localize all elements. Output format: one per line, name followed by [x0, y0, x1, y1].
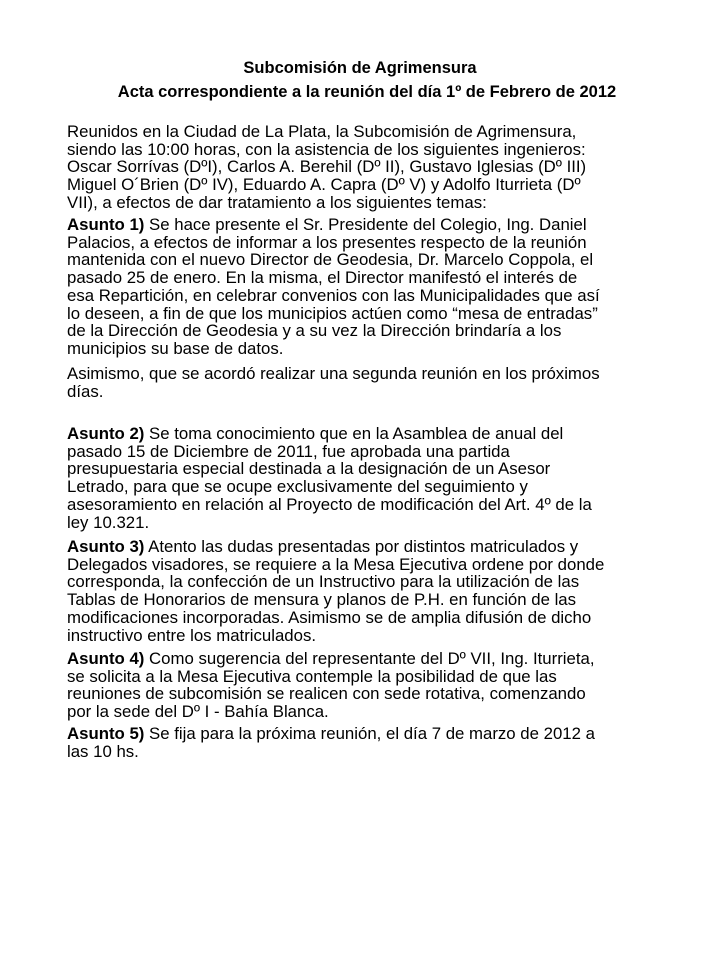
- asunto-1-continuation: [67, 365, 667, 400]
- asunto-1-line: Palacios, a efectos de informar a los presentes respecto de la reunión: [67, 232, 587, 252]
- asunto-1-line: lo deseen, a fin de que los municipios actúen como “mesa de entradas”: [67, 303, 598, 323]
- asunto-3-line: Delegados visadores, se requiere a la Mesa Ejecutiva ordene por donde: [67, 554, 605, 574]
- asunto-4-line: se solicita a la Mesa Ejecutiva contemple la posibilidad de que las: [67, 666, 557, 686]
- asunto-4-paragraph: [67, 650, 667, 721]
- intro-line: Reunidos en la Ciudad de La Plata, la Subcomisión de Agrimensura,: [67, 122, 577, 141]
- asunto-3-line: corresponda, la confección de un Instructivo para la utilización de las: [67, 572, 580, 592]
- intro-line: Miguel O´Brien (Dº IV), Eduardo A. Capra (Dº V) y Adolfo Iturrieta (Dº: [67, 175, 581, 195]
- asunto-4-line: por la sede del Dº I - Bahía Blanca.: [67, 702, 329, 722]
- asunto-3-first-line: [67, 538, 667, 556]
- asunto-5-text: Se fija para la próxima reunión, el día 7 de marzo de 2012 a: [144, 724, 595, 743]
- asunto-2-line: asesoramiento en relación al Proyecto de modificación del Art. 4º de la: [67, 494, 592, 514]
- asunto-5-first-line: [67, 725, 667, 743]
- asunto-2-line: Letrado, para que se ocupe exclusivamente del seguimiento y: [67, 477, 528, 497]
- asunto-2-paragraph: [67, 425, 667, 531]
- asunto-2-line: pasado 15 de Diciembre de 2011, fue aprobada una partida: [67, 441, 510, 461]
- asunto-4-first-line: [67, 650, 667, 668]
- asunto-3-text: Atento las dudas presentadas por distintos matriculados y: [144, 537, 579, 556]
- asunto-2-label: Asunto 2): [67, 424, 145, 443]
- asunto-5-paragraph: [67, 725, 667, 760]
- asunto-2-text: Se toma conocimiento que en la Asamblea de anual del: [144, 424, 564, 443]
- asunto-3-line: Tablas de Honorarios de mensura y planos de P.H. en función de las: [67, 590, 577, 610]
- asunto-4-line: reuniones de subcomisión se realicen con sede rotativa, comenzando: [67, 684, 586, 704]
- intro-line: VII), a efectos de dar tratamiento a los siguientes temas:: [67, 192, 487, 212]
- asunto-1-paragraph: [67, 216, 667, 358]
- asunto-5-line: las 10 hs.: [67, 741, 139, 761]
- intro-line: Oscar Sorrívas (DºI), Carlos A. Berehil (Dº II), Gustavo Iglesias (Dº III): [67, 157, 587, 177]
- asunto-4-text: Como sugerencia del representante del Dº VII, Ing. Iturrieta,: [144, 649, 595, 668]
- asunto-1-line: de la Dirección de Geodesia y a su vez la Dirección brindaría a los: [67, 321, 562, 341]
- intro-paragraph: [67, 123, 667, 212]
- asunto-1-line: municipios su base de datos.: [67, 338, 284, 358]
- asunto-1-label: Asunto 1): [67, 215, 145, 234]
- asunto-2-first-line: [67, 425, 667, 443]
- asunto-2-line: ley 10.321.: [67, 512, 150, 532]
- document-subtitle: Acta correspondiente a la reunión del día 1º de Febrero de 2012: [117, 83, 617, 101]
- document-title: Subcomisión de Agrimensura: [243, 59, 477, 77]
- asunto-1-continuation-line: Asimismo, que se acordó realizar una segunda reunión en los próximos: [67, 364, 600, 383]
- asunto-5-label: Asunto 5): [67, 724, 145, 743]
- asunto-3-line: modificaciones incorporadas. Asimismo se de amplia difusión de dicho: [67, 607, 592, 627]
- asunto-1-line: pasado 25 de enero. En la misma, el Director manifestó el interés de: [67, 268, 578, 288]
- asunto-4-label: Asunto 4): [67, 649, 145, 668]
- asunto-1-line: mantenida con el nuevo Director de Geodesia, Dr. Marcelo Coppola, el: [67, 250, 594, 270]
- asunto-1-text: Se hace presente el Sr. Presidente del Colegio, Ing. Daniel: [144, 215, 587, 234]
- asunto-1-first-line: [67, 216, 667, 234]
- asunto-3-label: Asunto 3): [67, 537, 145, 556]
- intro-line: siendo las 10:00 horas, con la asistencia de los siguientes ingenieros:: [67, 139, 586, 159]
- asunto-3-paragraph: [67, 538, 667, 644]
- asunto-1-line: esa Repartición, en celebrar convenios con las Municipalidades que así: [67, 285, 600, 305]
- asunto-1-continuation-line: días.: [67, 381, 104, 401]
- asunto-2-line: presupuestaria especial destinada a la designación de un Asesor: [67, 459, 551, 479]
- asunto-3-line: instructivo entre los matriculados.: [67, 625, 317, 645]
